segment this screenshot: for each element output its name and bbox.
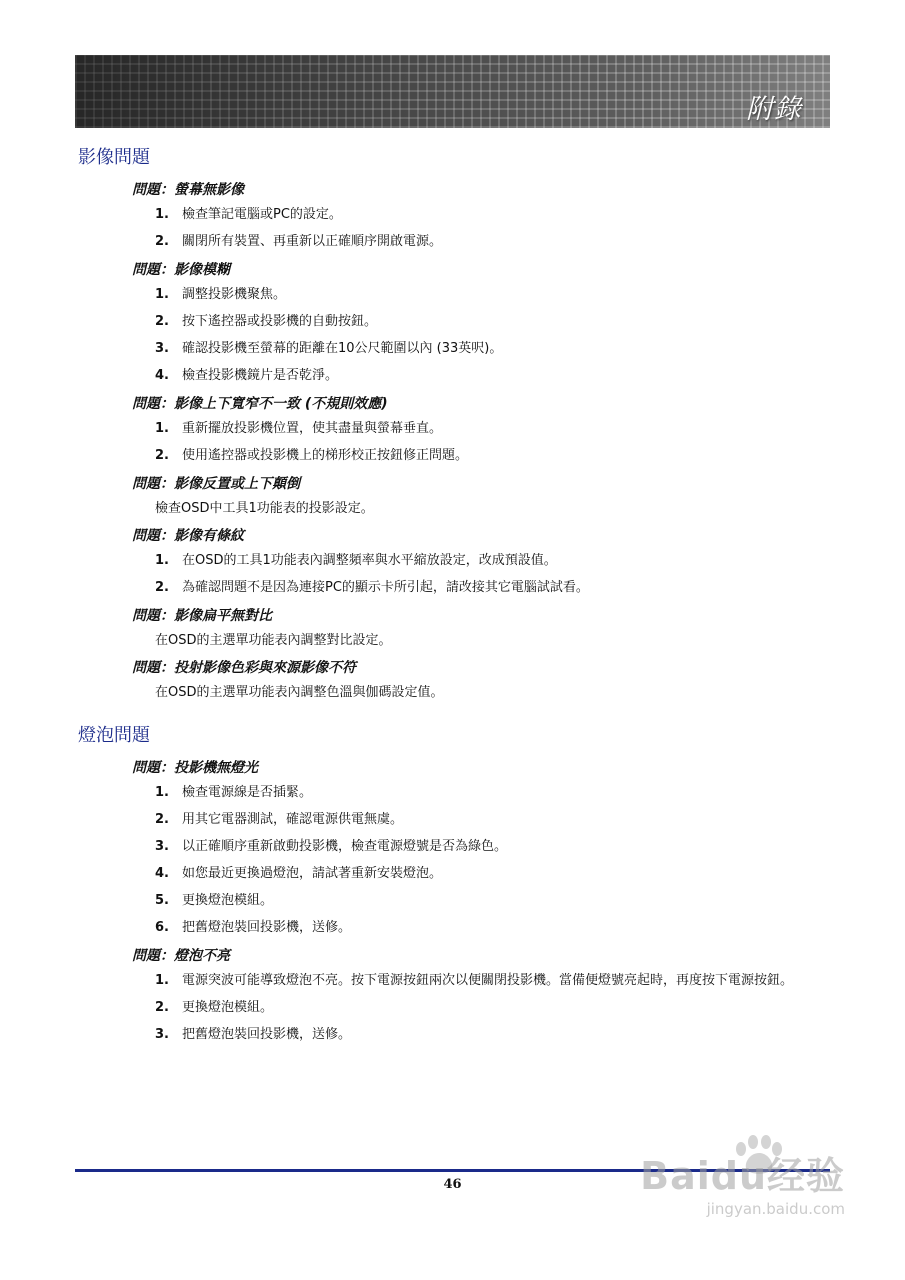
step-list <box>78 420 833 465</box>
step-number: 2. <box>155 448 169 463</box>
step-item <box>78 233 833 251</box>
step-number: 1. <box>155 207 169 222</box>
problem-title: 問題：影像上下寬窄不一致 (不規則效應) <box>132 396 388 412</box>
step-number: 1. <box>155 785 169 800</box>
watermark-brand: Baidu经验 <box>640 1154 845 1198</box>
step-text: 以正確順序重新啟動投影機，檢查電源燈號是否為綠色。 <box>182 839 508 854</box>
step-item <box>78 447 833 465</box>
step-item <box>78 286 833 304</box>
problem-title: 問題：螢幕無影像 <box>132 182 244 198</box>
step-list <box>78 552 833 597</box>
step-number: 3. <box>155 839 169 854</box>
step-item <box>78 865 833 883</box>
problem-title: 問題：投影機無燈光 <box>132 760 258 776</box>
step-number: 1. <box>155 973 169 988</box>
problem-solution: 在OSD的主選單功能表內調整對比設定。 <box>155 633 392 648</box>
step-item <box>78 811 833 829</box>
step-number: 6. <box>155 920 169 935</box>
step-number: 3. <box>155 341 169 356</box>
problem-title: 問題：投射影像色彩與來源影像不符 <box>132 660 356 676</box>
step-text: 如您最近更換過燈泡，請試著重新安裝燈泡。 <box>182 866 443 881</box>
header-banner <box>75 55 830 128</box>
step-number: 2. <box>155 1000 169 1015</box>
problem-title: 問題：影像反置或上下顛倒 <box>132 476 300 492</box>
step-text: 檢查投影機鏡片是否乾淨。 <box>182 368 339 383</box>
step-item <box>78 919 833 937</box>
step-list <box>78 784 833 937</box>
step-text: 把舊燈泡裝回投影機，送修。 <box>182 1027 352 1042</box>
step-list <box>78 972 833 1044</box>
step-text: 重新擺放投影機位置，使其盡量與螢幕垂直。 <box>182 421 443 436</box>
step-number: 2. <box>155 314 169 329</box>
step-list <box>78 286 833 385</box>
step-number: 2. <box>155 234 169 249</box>
page-number: 46 <box>443 1177 462 1192</box>
problem-solution: 檢查OSD中工具1功能表的投影設定。 <box>155 501 374 516</box>
step-item <box>78 838 833 856</box>
step-number: 3. <box>155 1027 169 1042</box>
step-item <box>78 999 833 1017</box>
page-title: 附錄 <box>746 94 802 125</box>
step-number: 2. <box>155 580 169 595</box>
step-list <box>78 206 833 251</box>
problem-title: 問題：影像有條紋 <box>132 528 244 544</box>
step-text: 確認投影機至螢幕的距離在10公尺範圍以內 (33英呎)。 <box>182 341 503 356</box>
step-item <box>78 420 833 438</box>
step-number: 2. <box>155 812 169 827</box>
step-text: 電源突波可能導致燈泡不亮。按下電源按鈕兩次以便關閉投影機。當備便燈號亮起時，再度按下電源按鈕。 <box>182 973 794 988</box>
step-text: 更換燈泡模組。 <box>182 893 274 908</box>
step-number: 1. <box>155 421 169 436</box>
section-title: 燈泡問題 <box>78 725 150 746</box>
step-text: 把舊燈泡裝回投影機，送修。 <box>182 920 352 935</box>
section-title: 影像問題 <box>78 147 150 168</box>
step-item <box>78 972 833 990</box>
step-text: 用其它電器測試，確認電源供電無虞。 <box>182 812 404 827</box>
step-number: 4. <box>155 368 169 383</box>
step-item <box>78 579 833 597</box>
problem-solution: 在OSD的主選單功能表內調整色溫與伽碼設定值。 <box>155 685 444 700</box>
step-item <box>78 784 833 802</box>
step-text: 按下遙控器或投影機的自動按鈕。 <box>182 314 378 329</box>
step-item <box>78 313 833 331</box>
step-text: 檢查筆記電腦或PC的設定。 <box>182 207 342 222</box>
step-text: 在OSD的工具1功能表內調整頻率與水平縮放設定，改成預設值。 <box>182 553 557 568</box>
main-content <box>78 146 833 1053</box>
step-text: 更換燈泡模組。 <box>182 1000 274 1015</box>
watermark <box>640 1145 845 1218</box>
problem-title: 問題：燈泡不亮 <box>132 948 230 964</box>
step-item <box>78 892 833 910</box>
problem-title: 問題：影像模糊 <box>132 262 230 278</box>
step-item <box>78 367 833 385</box>
step-text: 關閉所有裝置、再重新以正確順序開啟電源。 <box>182 234 443 249</box>
step-item <box>78 1026 833 1044</box>
step-text: 使用遙控器或投影機上的梯形校正按鈕修正問題。 <box>182 448 469 463</box>
step-number: 1. <box>155 287 169 302</box>
watermark-url: jingyan.baidu.com <box>706 1200 845 1218</box>
section-gap <box>78 710 833 724</box>
step-text: 調整投影機聚焦。 <box>182 287 287 302</box>
step-item <box>78 552 833 570</box>
step-item <box>78 206 833 224</box>
step-item <box>78 340 833 358</box>
problem-title: 問題：影像扁平無對比 <box>132 608 272 624</box>
step-text: 為確認問題不是因為連接PC的顯示卡所引起，請改接其它電腦試試看。 <box>182 580 589 595</box>
step-text: 檢查電源線是否插緊。 <box>182 785 313 800</box>
step-number: 5. <box>155 893 169 908</box>
step-number: 4. <box>155 866 169 881</box>
step-number: 1. <box>155 553 169 568</box>
